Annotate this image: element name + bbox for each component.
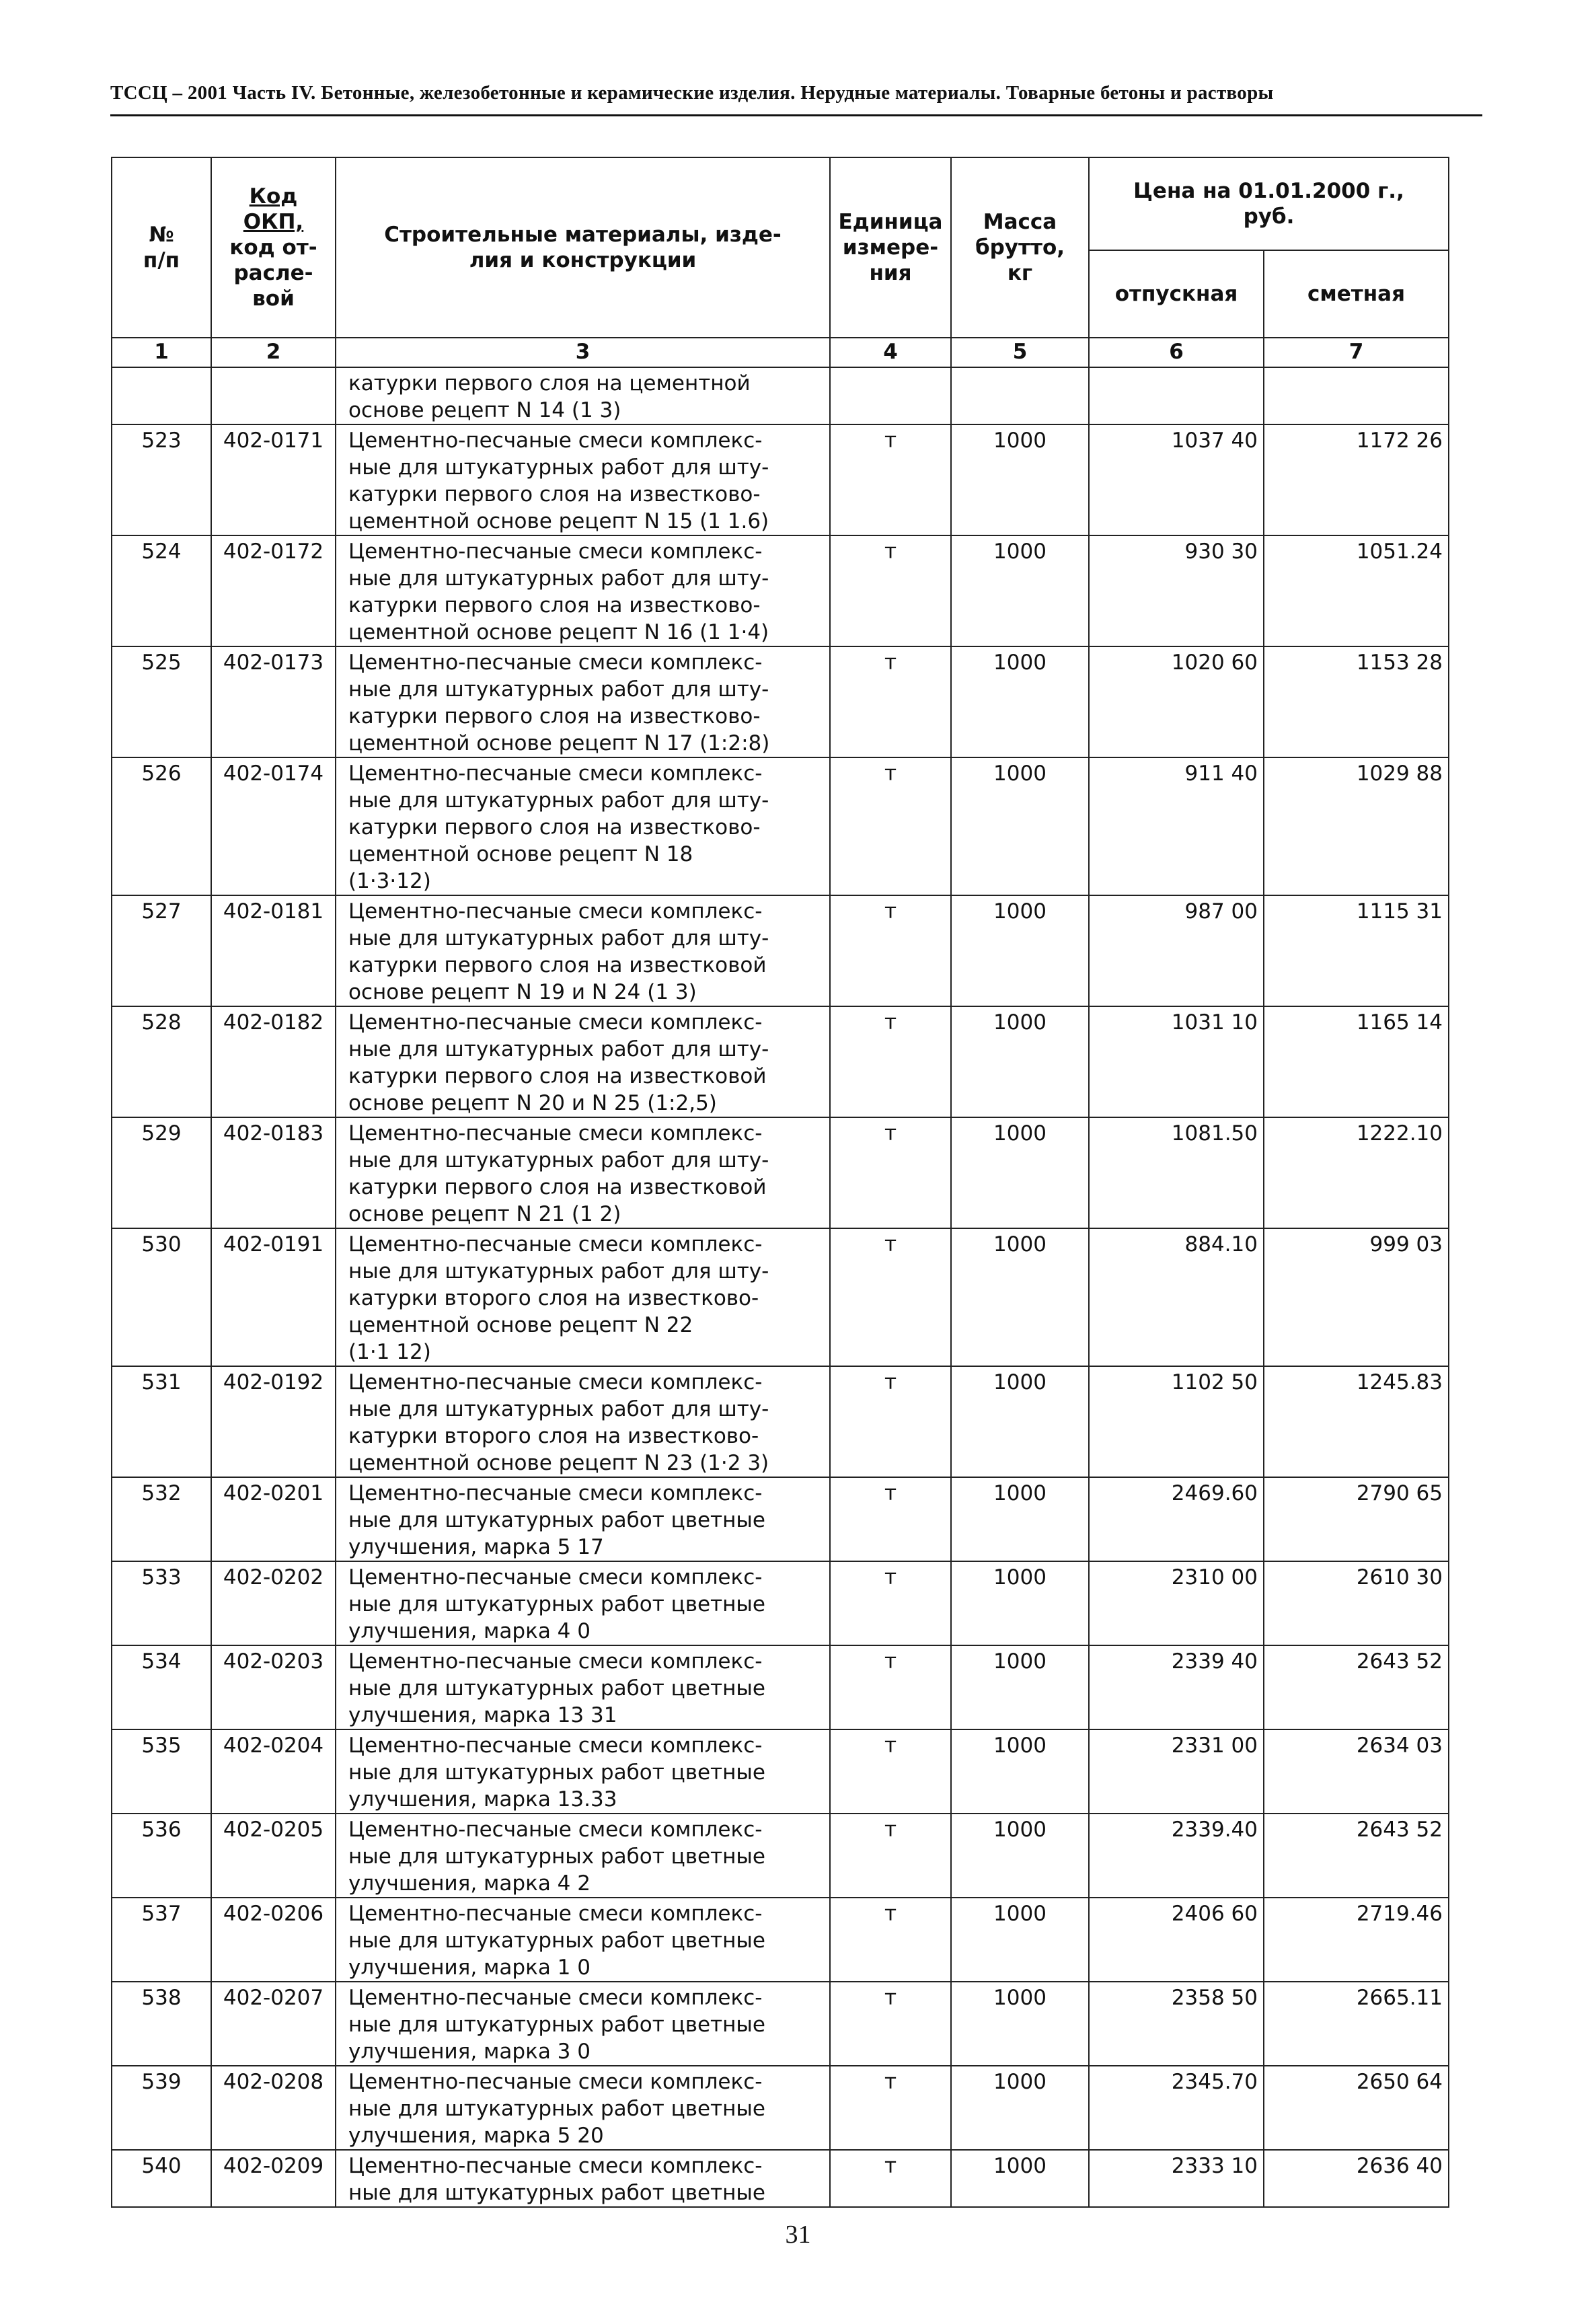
row-description: Цементно-песчаные смеси комплекс- ные для штукатурных работ цветные улучшения, марка 13.33 bbox=[336, 1729, 830, 1814]
table-row bbox=[112, 424, 1449, 535]
row-unit: т bbox=[830, 646, 951, 757]
row-code: 402-0191 bbox=[211, 1228, 336, 1366]
column-number: 1 bbox=[112, 338, 211, 367]
row-price-estimate: 2790 65 bbox=[1264, 1477, 1449, 1561]
table-row bbox=[112, 1561, 1449, 1645]
row-mass: 1000 bbox=[951, 1561, 1089, 1645]
row-unit: т bbox=[830, 1117, 951, 1228]
row-code: 402-0205 bbox=[211, 1814, 336, 1898]
row-price-release: 884.10 bbox=[1089, 1228, 1264, 1366]
table-row bbox=[112, 535, 1449, 646]
row-description: Цементно-песчаные смеси комплекс- ные для штукатурных работ для шту- катурки первого слоя на известково- цементной основе рецепт N 17 (1:2:8) bbox=[336, 646, 830, 757]
page-number: 31 bbox=[785, 2220, 811, 2249]
row-price-estimate: 2665.11 bbox=[1264, 1982, 1449, 2066]
row-unit: т bbox=[830, 424, 951, 535]
row-price-estimate: 2650 64 bbox=[1264, 2066, 1449, 2150]
row-code: 402-0209 bbox=[211, 2150, 336, 2207]
row-description: Цементно-песчаные смеси комплекс- ные для штукатурных работ для шту- катурки первого слоя на известково- цементной основе рецепт N 16 (1 1·4) bbox=[336, 535, 830, 646]
row-price-estimate: 2643 52 bbox=[1264, 1814, 1449, 1898]
row-price-release: 987 00 bbox=[1089, 895, 1264, 1006]
row-description: Цементно-песчаные смеси комплекс- ные для штукатурных работ цветные улучшения, марка 3 0 bbox=[336, 1982, 830, 2066]
row-code: 402-0182 bbox=[211, 1006, 336, 1117]
table-row bbox=[112, 1645, 1449, 1729]
row-mass: 1000 bbox=[951, 646, 1089, 757]
row-code: 402-0183 bbox=[211, 1117, 336, 1228]
table-row bbox=[112, 1006, 1449, 1117]
row-price-release: 2339 40 bbox=[1089, 1645, 1264, 1729]
row-description: Цементно-песчаные смеси комплекс- ные для штукатурных работ цветные улучшения, марка 5 17 bbox=[336, 1477, 830, 1561]
row-mass: 1000 bbox=[951, 1117, 1089, 1228]
page-header: ТССЦ – 2001 Часть IV. Бетонные, железобетонные и керамические изделия. Нерудные материалы. Товарные бетоны и растворы bbox=[110, 82, 1274, 104]
row-number: 523 bbox=[112, 424, 211, 535]
table-row bbox=[112, 2066, 1449, 2150]
table-row bbox=[112, 757, 1449, 895]
row-description: Цементно-песчаные смеси комплекс- ные для штукатурных работ цветные улучшения, марка 13 31 bbox=[336, 1645, 830, 1729]
row-price-estimate: 1029 88 bbox=[1264, 757, 1449, 895]
row-code: 402-0171 bbox=[211, 424, 336, 535]
header-num: № п/п bbox=[112, 157, 211, 338]
continuation-text: катурки первого слоя на цементной основe рецепт N 14 (1 3) bbox=[336, 367, 830, 424]
row-price-release: 1031 10 bbox=[1089, 1006, 1264, 1117]
row-mass: 1000 bbox=[951, 2066, 1089, 2150]
row-number: 525 bbox=[112, 646, 211, 757]
row-price-release: 930 30 bbox=[1089, 535, 1264, 646]
row-number: 538 bbox=[112, 1982, 211, 2066]
row-price-estimate: 1165 14 bbox=[1264, 1006, 1449, 1117]
row-mass: 1000 bbox=[951, 895, 1089, 1006]
row-unit: т bbox=[830, 1729, 951, 1814]
row-code: 402-0201 bbox=[211, 1477, 336, 1561]
row-unit: т bbox=[830, 2150, 951, 2207]
row-price-release: 2333 10 bbox=[1089, 2150, 1264, 2207]
table-row bbox=[112, 1117, 1449, 1228]
row-description: Цементно-песчаные смеси комплекс- ные для штукатурных работ для шту- катурки первого слоя на известковой основе рецепт N 19 и N 24 (1 3) bbox=[336, 895, 830, 1006]
header-unit: Единица измере- ния bbox=[830, 157, 951, 338]
row-number: 526 bbox=[112, 757, 211, 895]
row-mass: 1000 bbox=[951, 2150, 1089, 2207]
header-price-group: Цена на 01.01.2000 г., руб. bbox=[1089, 157, 1449, 250]
row-price-release: 2339.40 bbox=[1089, 1814, 1264, 1898]
row-number: 531 bbox=[112, 1366, 211, 1477]
continuation-row bbox=[112, 367, 1449, 424]
table-row bbox=[112, 1898, 1449, 1982]
header-mass: Масса брутто, кг bbox=[951, 157, 1089, 338]
row-unit: т bbox=[830, 895, 951, 1006]
row-code: 402-0204 bbox=[211, 1729, 336, 1814]
row-code: 402-0173 bbox=[211, 646, 336, 757]
row-price-estimate: 2643 52 bbox=[1264, 1645, 1449, 1729]
header-price-estimate: сметная bbox=[1264, 250, 1449, 338]
row-number: 530 bbox=[112, 1228, 211, 1366]
row-mass: 1000 bbox=[951, 1814, 1089, 1898]
row-number: 533 bbox=[112, 1561, 211, 1645]
row-code: 402-0207 bbox=[211, 1982, 336, 2066]
row-unit: т bbox=[830, 1477, 951, 1561]
row-code: 402-0206 bbox=[211, 1898, 336, 1982]
row-unit: т bbox=[830, 1898, 951, 1982]
row-number: 528 bbox=[112, 1006, 211, 1117]
row-code: 402-0208 bbox=[211, 2066, 336, 2150]
row-code: 402-0181 bbox=[211, 895, 336, 1006]
row-number: 534 bbox=[112, 1645, 211, 1729]
row-description: Цементно-песчаные смеси комплекс- ные для штукатурных работ для шту- катурки первого слоя на известковой основе рецепт N 20 и N 25 (1:2,5) bbox=[336, 1006, 830, 1117]
row-price-release: 1020 60 bbox=[1089, 646, 1264, 757]
row-price-estimate: 2610 30 bbox=[1264, 1561, 1449, 1645]
row-unit: т bbox=[830, 1814, 951, 1898]
row-description: Цементно-песчаные смеси комплекс- ные для штукатурных работ для шту- катурки первого слоя на известковой основе рецепт N 21 (1 2) bbox=[336, 1117, 830, 1228]
row-number: 536 bbox=[112, 1814, 211, 1898]
table-row bbox=[112, 1228, 1449, 1366]
table-row bbox=[112, 1477, 1449, 1561]
row-code: 402-0174 bbox=[211, 757, 336, 895]
row-price-estimate: 999 03 bbox=[1264, 1228, 1449, 1366]
row-number: 527 bbox=[112, 895, 211, 1006]
row-price-release: 2406 60 bbox=[1089, 1898, 1264, 1982]
row-price-release: 2469.60 bbox=[1089, 1477, 1264, 1561]
table-row bbox=[112, 1814, 1449, 1898]
header-code bbox=[211, 157, 336, 338]
row-unit: т bbox=[830, 1645, 951, 1729]
row-price-release: 1102 50 bbox=[1089, 1366, 1264, 1477]
row-price-release: 2345.70 bbox=[1089, 2066, 1264, 2150]
row-price-release: 911 40 bbox=[1089, 757, 1264, 895]
row-description: Цементно-песчаные смеси комплекс- ные для штукатурных работ цветные улучшения, марка 4 2 bbox=[336, 1814, 830, 1898]
row-number: 532 bbox=[112, 1477, 211, 1561]
row-price-estimate: 1222.10 bbox=[1264, 1117, 1449, 1228]
column-number: 7 bbox=[1264, 338, 1449, 367]
column-number: 4 bbox=[830, 338, 951, 367]
row-code: 402-0202 bbox=[211, 1561, 336, 1645]
column-numbers-row bbox=[112, 338, 1449, 367]
column-number: 5 bbox=[951, 338, 1089, 367]
row-number: 529 bbox=[112, 1117, 211, 1228]
table-body bbox=[112, 338, 1449, 2207]
row-price-release: 1037 40 bbox=[1089, 424, 1264, 535]
row-description: Цементно-песчаные смеси комплекс- ные для штукатурных работ для шту- катурки второго слоя на известково- цементной основе рецепт N 22 (1·1 12) bbox=[336, 1228, 830, 1366]
row-unit: т bbox=[830, 1561, 951, 1645]
row-mass: 1000 bbox=[951, 1982, 1089, 2066]
row-unit: т bbox=[830, 1982, 951, 2066]
row-price-estimate: 2719.46 bbox=[1264, 1898, 1449, 1982]
row-mass: 1000 bbox=[951, 535, 1089, 646]
row-price-estimate: 1245.83 bbox=[1264, 1366, 1449, 1477]
row-price-estimate: 1172 26 bbox=[1264, 424, 1449, 535]
row-number: 539 bbox=[112, 2066, 211, 2150]
header-price-release: отпускная bbox=[1089, 250, 1264, 338]
header-code-top: Код ОКП, bbox=[243, 184, 304, 234]
row-code: 402-0203 bbox=[211, 1645, 336, 1729]
row-unit: т bbox=[830, 757, 951, 895]
table-row bbox=[112, 2150, 1449, 2207]
row-description: Цементно-песчаные смеси комплекс- ные для штукатурных работ для шту- катурки первого слоя на известково- цементной основе рецепт N 15 (1 1.6) bbox=[336, 424, 830, 535]
column-number: 3 bbox=[336, 338, 830, 367]
row-mass: 1000 bbox=[951, 757, 1089, 895]
row-mass: 1000 bbox=[951, 1729, 1089, 1814]
column-number: 2 bbox=[211, 338, 336, 367]
table-row bbox=[112, 646, 1449, 757]
table-row bbox=[112, 1982, 1449, 2066]
row-price-release: 1081.50 bbox=[1089, 1117, 1264, 1228]
table-row bbox=[112, 895, 1449, 1006]
price-table bbox=[111, 157, 1449, 2208]
row-unit: т bbox=[830, 1366, 951, 1477]
row-number: 524 bbox=[112, 535, 211, 646]
row-mass: 1000 bbox=[951, 1366, 1089, 1477]
row-price-release: 2331 00 bbox=[1089, 1729, 1264, 1814]
row-mass: 1000 bbox=[951, 424, 1089, 535]
column-number: 6 bbox=[1089, 338, 1264, 367]
header-rule bbox=[110, 114, 1482, 116]
row-unit: т bbox=[830, 1228, 951, 1366]
row-mass: 1000 bbox=[951, 1228, 1089, 1366]
row-code: 402-0172 bbox=[211, 535, 336, 646]
table-row bbox=[112, 1729, 1449, 1814]
row-number: 535 bbox=[112, 1729, 211, 1814]
row-description: Цементно-песчаные смеси комплекс- ные для штукатурных работ цветные улучшения, марка 4 0 bbox=[336, 1561, 830, 1645]
row-price-estimate: 2636 40 bbox=[1264, 2150, 1449, 2207]
row-price-estimate: 1153 28 bbox=[1264, 646, 1449, 757]
row-description: Цементно-песчаные смеси комплекс- ные для штукатурных работ для шту- катурки первого слоя на известково- цементной основе рецепт N 18 (1·3·12) bbox=[336, 757, 830, 895]
row-mass: 1000 bbox=[951, 1645, 1089, 1729]
row-price-estimate: 2634 03 bbox=[1264, 1729, 1449, 1814]
header-code-bottom: код от- расле- вой bbox=[229, 235, 317, 311]
table-row bbox=[112, 1366, 1449, 1477]
row-mass: 1000 bbox=[951, 1006, 1089, 1117]
row-description: Цементно-песчаные смеси комплекс- ные для штукатурных работ цветные улучшения, марка 5 20 bbox=[336, 2066, 830, 2150]
row-description: Цементно-песчаные смеси комплекс- ные для штукатурных работ цветные bbox=[336, 2150, 830, 2207]
row-price-estimate: 1115 31 bbox=[1264, 895, 1449, 1006]
row-unit: т bbox=[830, 2066, 951, 2150]
header-name: Строительные материалы, изде- лия и конструкции bbox=[336, 157, 830, 338]
row-number: 537 bbox=[112, 1898, 211, 1982]
row-number: 540 bbox=[112, 2150, 211, 2207]
row-price-release: 2358 50 bbox=[1089, 1982, 1264, 2066]
row-description: Цементно-песчаные смеси комплекс- ные для штукатурных работ цветные улучшения, марка 1 0 bbox=[336, 1898, 830, 1982]
row-price-release: 2310 00 bbox=[1089, 1561, 1264, 1645]
row-description: Цементно-песчаные смеси комплекс- ные для штукатурных работ для шту- катурки второго слоя на известково- цементной основе рецепт N 23 (1·2 3) bbox=[336, 1366, 830, 1477]
row-code: 402-0192 bbox=[211, 1366, 336, 1477]
row-price-estimate: 1051.24 bbox=[1264, 535, 1449, 646]
row-mass: 1000 bbox=[951, 1477, 1089, 1561]
row-mass: 1000 bbox=[951, 1898, 1089, 1982]
row-unit: т bbox=[830, 1006, 951, 1117]
row-unit: т bbox=[830, 535, 951, 646]
